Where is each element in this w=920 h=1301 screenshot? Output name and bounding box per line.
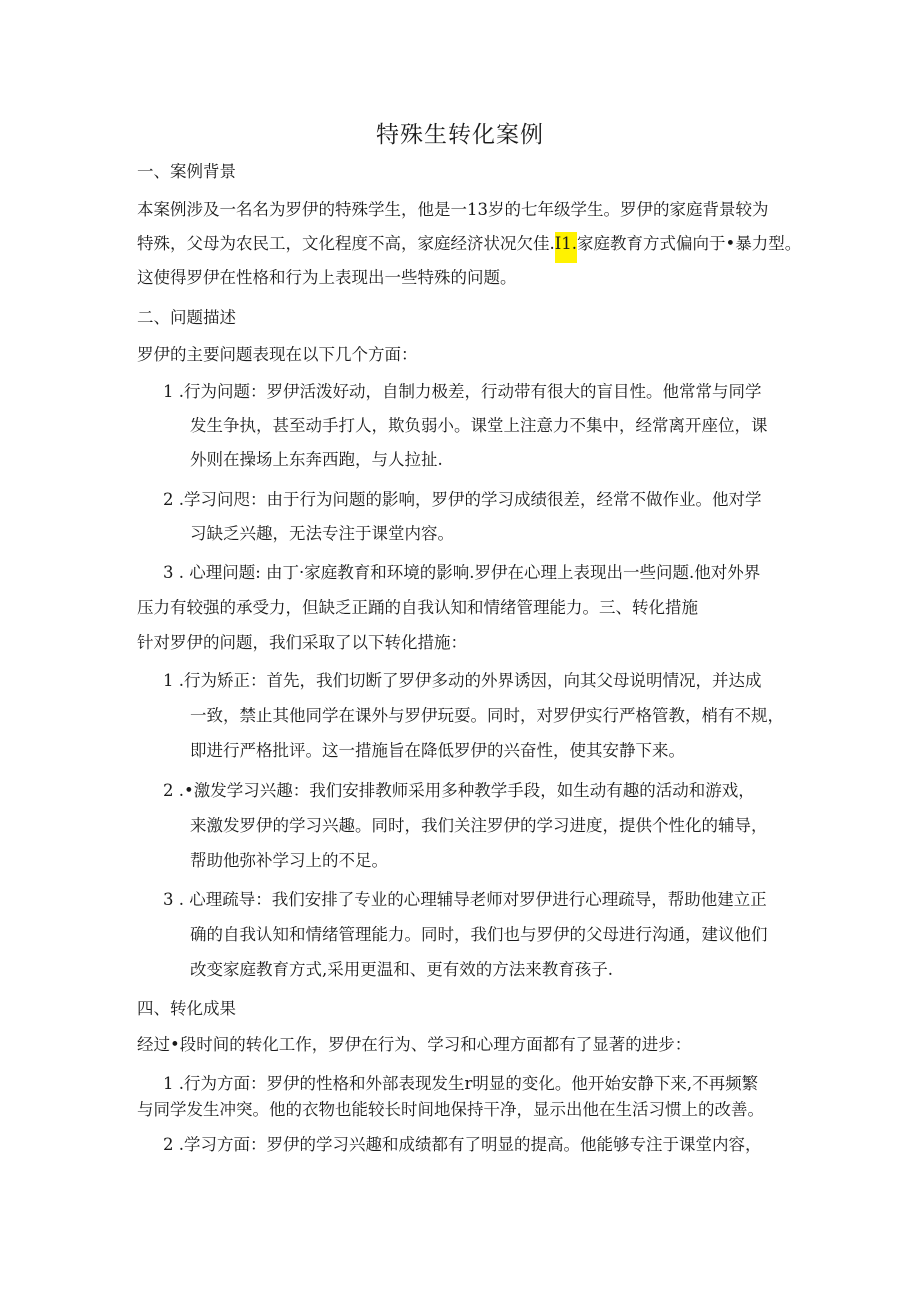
section-heading-background: 一、案例背景	[137, 162, 236, 181]
list-item-line: 发生争执，甚至动手打人，欺负弱小。课堂上注意力不集中，经常离开座位，课	[190, 416, 768, 435]
list-item-line: 来激发罗伊的学习兴趣。同时，我们关注罗伊的学习进度，提供个性化的辅导，	[190, 816, 768, 835]
paragraph-line: 与同学发生冲突。他的衣物也能较长时间地保持干净，显示出他在生活习惯上的改善。	[137, 1100, 764, 1119]
list-item-line: 1 .行为问题：罗伊活泼好动，自制力极差，行动带有很大的盲目性。他常常与同学	[163, 382, 762, 401]
list-item-line: 帮助他弥补学习上的不足。	[190, 851, 388, 870]
section-heading-problem: 二、问题描述	[137, 308, 236, 327]
list-item-line: 1 .行为方面：罗伊的性格和外部表现发生r明显的变化。他开始安静下来,不再频繁	[163, 1074, 759, 1093]
paragraph-text: 家庭教育方式偏向于•暴力型。	[577, 234, 802, 253]
list-item-line: 外则在操场上东奔西跑，与人拉扯.	[190, 450, 443, 469]
list-item-line: 一致，禁止其他同学在课外与罗伊玩耍。同时，对罗伊实行严格管教，梢有不规，	[190, 706, 784, 725]
list-item-line: 即进行严格批评。这一措施旨在降低罗伊的兴奋性，使其安静下来。	[190, 741, 685, 760]
paragraph-line: 压力有较强的承受力，但缺乏正踊的自我认知和情绪管理能力。三、转化措施	[137, 598, 698, 617]
list-item-line: 3 . 心理疏导：我们安排了专业的心理辅导老师对罗伊进行心理疏导，帮助他建立正	[163, 890, 767, 909]
list-item-line: 2 .学习方面：罗伊的学习兴趣和成绩都有了明显的提高。他能够专注于课堂内容，	[163, 1135, 762, 1154]
list-item-line: 习缺乏兴趣，无法专注于课堂内容。	[190, 524, 454, 543]
list-item-line: 确的自我认知和情绪管理能力。同时，我们也与罗伊的父母进行沟通，建议他们	[190, 925, 768, 944]
paragraph-line: 本案例涉及一名名为罗伊的特殊学生，他是一13岁的七年级学生。罗伊的家庭背景较为	[137, 200, 769, 219]
section-heading-results: 四、转化成果	[137, 999, 236, 1018]
list-item-line: 2 .学习问咫：由于行为问题的影响，罗伊的学习成绩很差，经常不做作业。他对学	[163, 490, 762, 509]
paragraph-line	[137, 232, 801, 256]
paragraph-line: 这使得罗伊在性格和行为上表现出一些特殊的问题。	[137, 268, 517, 287]
paragraph-line: 针对罗伊的问题，我们采取了以下转化措施：	[137, 633, 467, 652]
paragraph-line: 经过•段时间的转化工作，罗伊在行为、学习和心理方面都有了显著的进步：	[137, 1035, 692, 1054]
document-title: 特殊生转化案例	[376, 122, 544, 148]
highlighted-text: I1.	[555, 232, 577, 263]
list-item-line: 2 .•激发学习兴趣：我们安排教师采用多种教学手段，如生动有趣的活动和游戏，	[163, 781, 755, 800]
paragraph-line: 罗伊的主要问题表现在以下几个方面：	[137, 345, 418, 364]
list-item-line: 3 . 心理问题: 由丁·家庭教育和环境的影响.罗伊在心理上表现出一些问题.他对外界	[163, 563, 761, 582]
paragraph-text: 特殊，父母为农民工，文化程度不高，家庭经济状况欠佳.	[137, 234, 555, 253]
list-item-line: 改变家庭教育方式,采用更温和、更有效的方法来教育孩子.	[190, 960, 613, 979]
list-item-line: 1 .行为矫正：首先，我们切断了罗伊多动的外界诱因，向其父母说明情况，并达成	[163, 671, 762, 690]
